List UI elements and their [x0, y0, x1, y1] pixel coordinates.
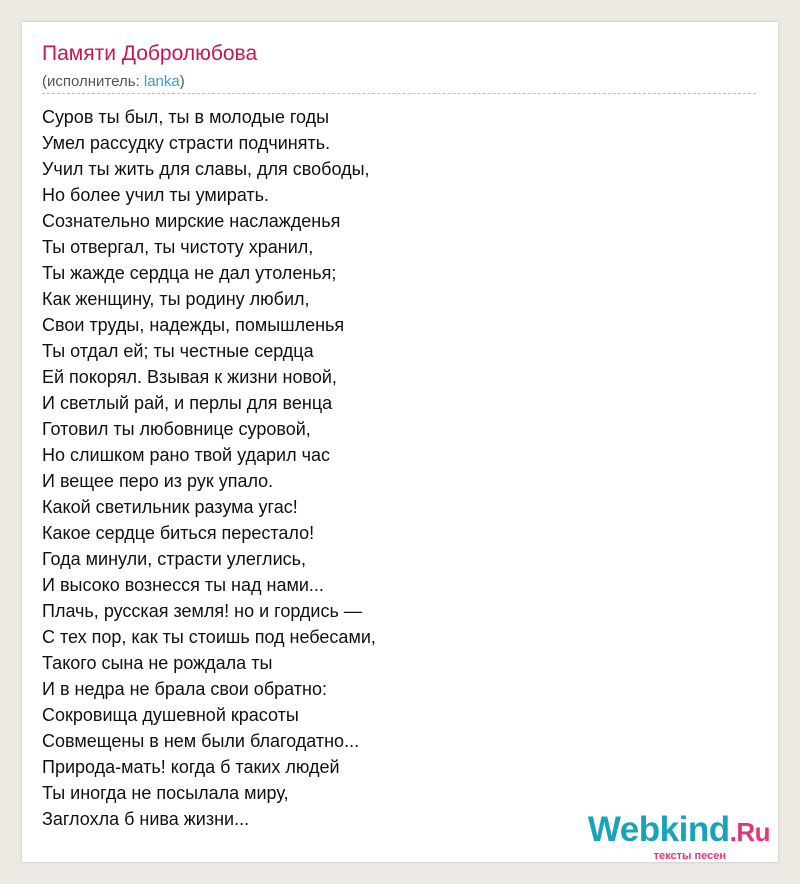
song-title: Памяти Добролюбова	[42, 42, 258, 65]
lyric-line: Ты иногда не посылала миру,	[42, 783, 289, 803]
logo-wordmark	[588, 810, 770, 850]
artist-link[interactable]: lanka	[143, 73, 180, 90]
lyric-line: Ты отвергал, ты чистоту хранил,	[42, 237, 314, 257]
lyric-line: Плачь, русская земля! но и гордись —	[42, 601, 362, 621]
lyric-line: Ты отдал ей; ты честные сердца	[42, 341, 314, 361]
lyric-line: И высоко вознесся ты над нами...	[42, 575, 324, 595]
lyrics-card	[22, 22, 778, 862]
lyric-line: Но слишком рано твой ударил час	[42, 445, 330, 465]
lyric-line: Сокровища душевной красоты	[42, 705, 299, 725]
lyric-line: Как женщину, ты родину любил,	[42, 289, 310, 309]
lyric-line: Ей покорял. Взывая к жизни новой,	[42, 367, 337, 387]
lyric-line: Какое сердце биться перестало!	[42, 523, 315, 543]
logo-tagline: тексты песен	[653, 850, 726, 862]
title-divider	[42, 93, 756, 94]
lyric-line: С тех пор, как ты стоишь под небесами,	[42, 627, 376, 647]
lyric-line: Учил ты жить для славы, для свободы,	[42, 159, 370, 179]
lyric-line: Заглохла б нива жизни...	[42, 809, 250, 829]
lyrics-text	[42, 104, 742, 832]
lyric-line: Года минули, страсти улеглись,	[42, 549, 306, 569]
artist-suffix: )	[179, 73, 185, 90]
lyric-line: Свои труды, надежды, помышленья	[42, 315, 345, 335]
lyric-line: Ты жажде сердца не дал утоленья;	[42, 263, 337, 283]
lyric-line: И в недра не брала свои обратно:	[42, 679, 327, 699]
lyric-line: Природа-мать! когда б таких людей	[42, 757, 340, 777]
logo-main-text: Webkind	[587, 810, 730, 849]
lyric-line: И светлый рай, и перлы для венца	[42, 393, 333, 413]
lyric-line: Такого сына не рождала ты	[42, 653, 273, 673]
lyric-line: Какой светильник разума угас!	[42, 497, 298, 517]
logo-domain-suffix: .Ru	[729, 817, 770, 847]
lyric-line: Совмещены в нем были благодатно...	[42, 731, 360, 751]
lyric-line: Сознательно мирские наслажденья	[42, 211, 341, 231]
lyric-line: Суров ты был, ты в молодые годы	[42, 107, 330, 127]
lyric-line: И вещее перо из рук упало.	[42, 471, 274, 491]
webkind-logo[interactable]	[570, 810, 770, 860]
lyric-line: Готовил ты любовнице суровой,	[42, 419, 311, 439]
lyric-line: Но более учил ты умирать.	[42, 185, 270, 205]
artist-line	[42, 73, 185, 90]
lyric-line: Умел рассудку страсти подчинять.	[42, 133, 331, 153]
artist-prefix: (исполнитель:	[42, 73, 144, 90]
